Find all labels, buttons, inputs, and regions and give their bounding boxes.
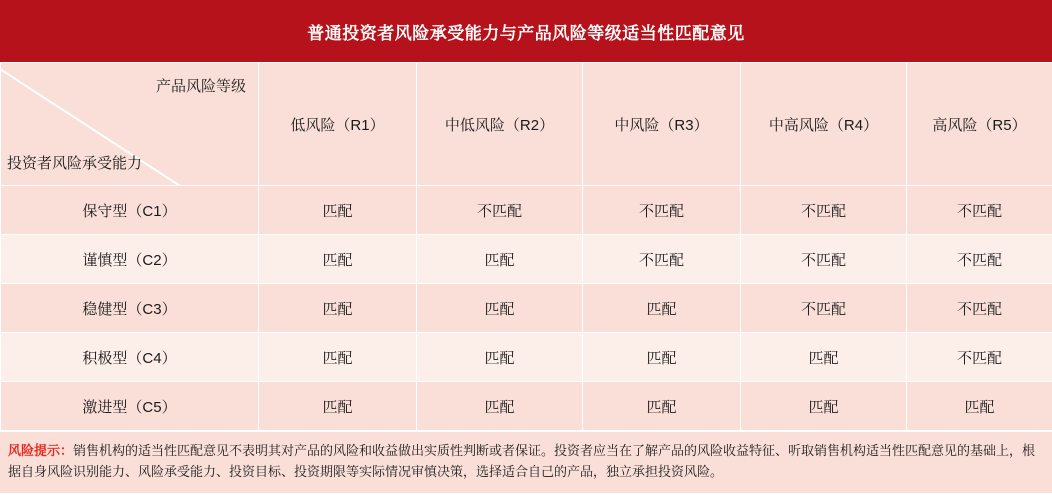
row-header-c3: 稳健型（C3）: [1, 284, 259, 333]
row-header-c5: 激进型（C5）: [1, 382, 259, 431]
risk-matching-table: [0, 62, 1052, 431]
column-header-r4: 中高风险（R4）: [741, 63, 907, 186]
cell-c2-r2: 匹配: [417, 235, 583, 284]
row-header-c4: 积极型（C4）: [1, 333, 259, 382]
cell-c1-r5: 不匹配: [907, 186, 1052, 235]
investor-capacity-axis-label: 投资者风险承受能力: [7, 155, 143, 172]
cell-c5-r3: 匹配: [583, 382, 741, 431]
column-header-r1: 低风险（R1）: [259, 63, 417, 186]
table-header: [1, 63, 1052, 186]
table-row: [1, 235, 1052, 284]
column-header-r3: 中风险（R3）: [583, 63, 741, 186]
cell-c2-r1: 匹配: [259, 235, 417, 284]
risk-warning-label: 风险提示：: [8, 443, 74, 458]
column-header-r5: 高风险（R5）: [907, 63, 1052, 186]
table-row: [1, 284, 1052, 333]
cell-c2-r3: 不匹配: [583, 235, 741, 284]
table-row: [1, 186, 1052, 235]
cell-c3-r1: 匹配: [259, 284, 417, 333]
cell-c4-r2: 匹配: [417, 333, 583, 382]
cell-c3-r5: 不匹配: [907, 284, 1052, 333]
cell-c1-r3: 不匹配: [583, 186, 741, 235]
risk-disclaimer: [0, 431, 1052, 493]
cell-c5-r4: 匹配: [741, 382, 907, 431]
row-header-c1: 保守型（C1）: [1, 186, 259, 235]
page-title: 普通投资者风险承受能力与产品风险等级适当性匹配意见: [307, 23, 745, 43]
product-risk-axis-label: 产品风险等级: [155, 78, 246, 95]
cell-c4-r5: 不匹配: [907, 333, 1052, 382]
cell-c3-r2: 匹配: [417, 284, 583, 333]
cell-c3-r4: 不匹配: [741, 284, 907, 333]
cell-c4-r4: 匹配: [741, 333, 907, 382]
table-body: [1, 186, 1052, 431]
document-title-bar: [0, 0, 1052, 62]
table-row: [1, 333, 1052, 382]
row-header-c2: 谨慎型（C2）: [1, 235, 259, 284]
cell-c2-r5: 不匹配: [907, 235, 1052, 284]
column-header-r2: 中低风险（R2）: [417, 63, 583, 186]
cell-c3-r3: 匹配: [583, 284, 741, 333]
cell-c5-r1: 匹配: [259, 382, 417, 431]
cell-c1-r4: 不匹配: [741, 186, 907, 235]
cell-c4-r3: 匹配: [583, 333, 741, 382]
table-corner-cell: [1, 63, 259, 186]
table-row: [1, 382, 1052, 431]
cell-c5-r5: 匹配: [907, 382, 1052, 431]
risk-warning-text: 销售机构的适当性匹配意见不表明其对产品的风险和收益做出实质性判断或者保证。投资者应当在了解产品的风险收益特征、听取销售机构适当性匹配意见的基础上，根据自身风险识别能力、风险承受能力、投资目标、投资期限等实际情况审慎决策，选择适合自己的产品，独立承担投资风险。: [8, 443, 1036, 480]
cell-c1-r1: 匹配: [259, 186, 417, 235]
cell-c4-r1: 匹配: [259, 333, 417, 382]
cell-c2-r4: 不匹配: [741, 235, 907, 284]
cell-c5-r2: 匹配: [417, 382, 583, 431]
cell-c1-r2: 不匹配: [417, 186, 583, 235]
table-header-row: [1, 63, 1052, 186]
